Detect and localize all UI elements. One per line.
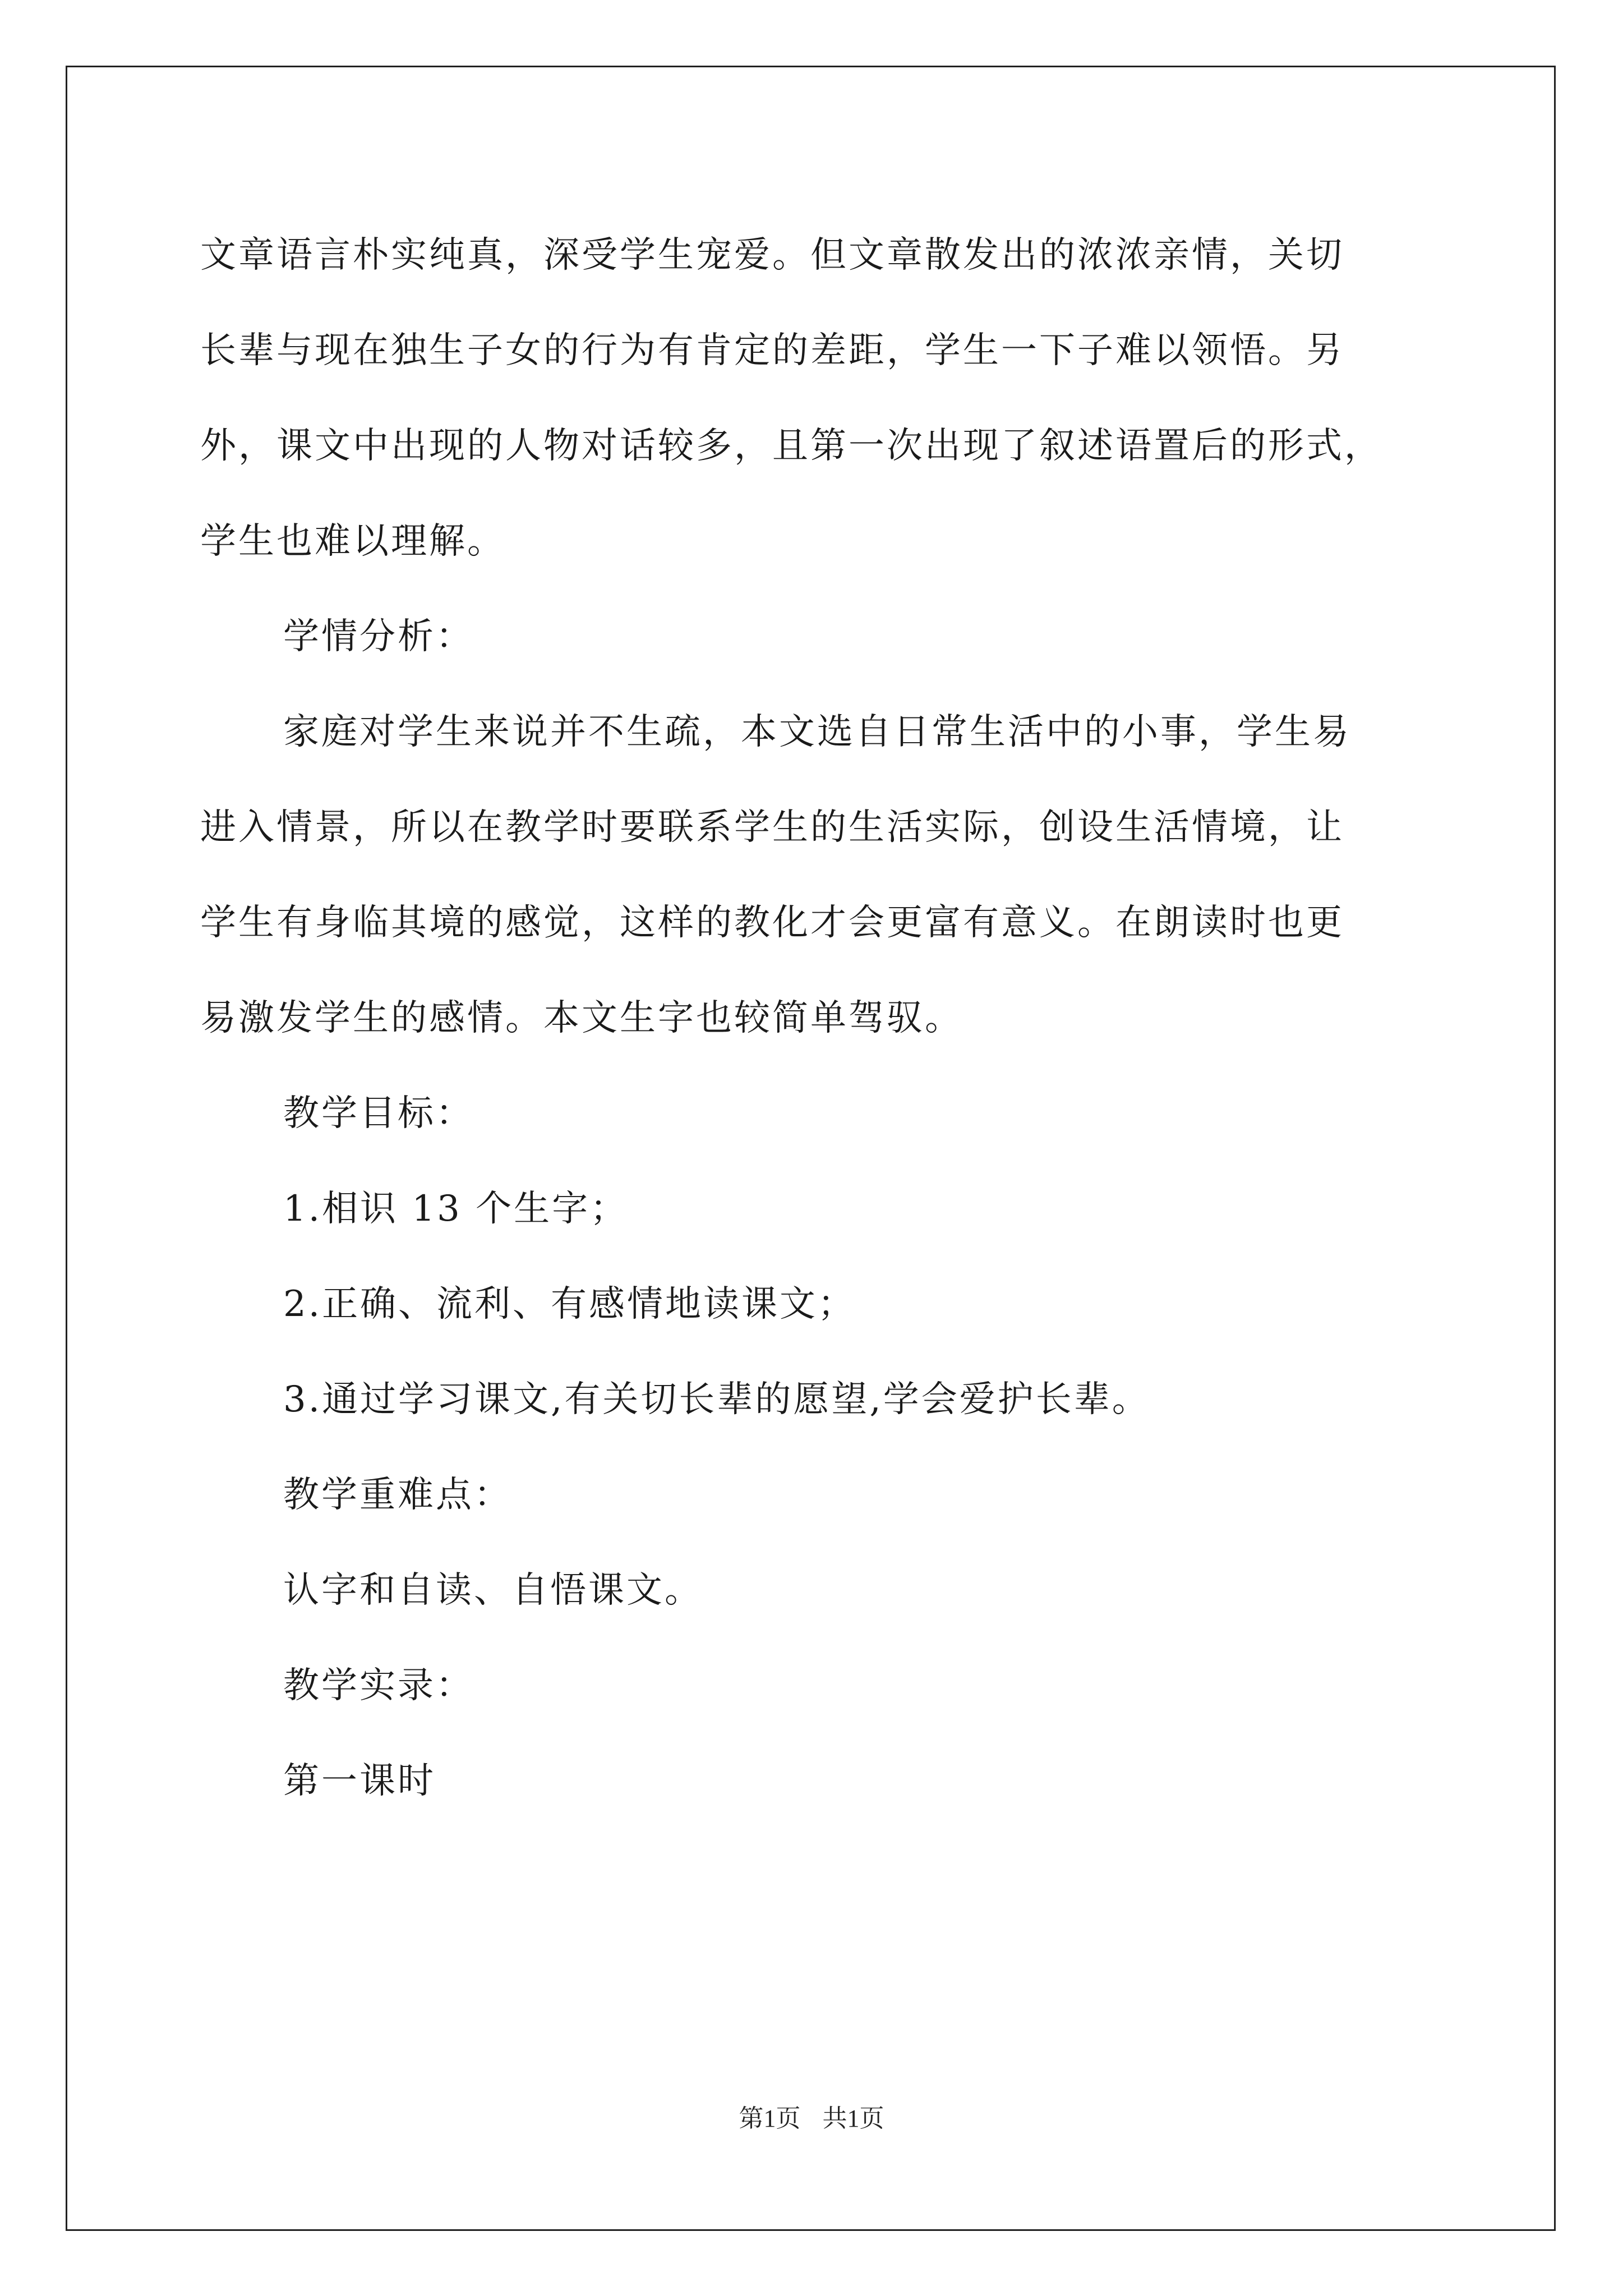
lesson-label: 第一课时 [283, 1760, 436, 1802]
goal-item-3: 3.通过学习课文,有关切长辈的愿望,学会爱护长辈。 [283, 1379, 1150, 1420]
key-points-text: 认字和自读、自悟课文。 [283, 1570, 703, 1611]
analysis-line-3: 学生有身临其境的感觉，这样的教化才会更富有意义。在朗读时也更 [200, 902, 1344, 944]
page-number-total: 共1页 [822, 2105, 884, 2132]
goal-item-1: 1.相识 13 个生字； [283, 1188, 629, 1230]
analysis-line-2: 进入情景，所以在教学时要联系学生的生活实际，创设生活情境，让 [200, 807, 1344, 848]
intro-line-4: 学生也难以理解。 [200, 521, 505, 562]
analysis-line-1: 家庭对学生来说并不生疏，本文选自日常生活中的小事，学生易 [283, 711, 1351, 753]
heading-goals: 教学目标： [283, 1093, 474, 1134]
heading-analysis: 学情分析： [283, 616, 474, 657]
heading-key-points: 教学重难点： [283, 1474, 512, 1516]
heading-record: 教学实录： [283, 1665, 474, 1706]
analysis-line-4: 易激发学生的感情。本文生字也较简单驾驭。 [200, 997, 963, 1039]
intro-line-2: 长辈与现在独生子女的行为有肯定的差距，学生一下子难以领悟。另 [200, 330, 1344, 371]
goal-item-2: 2.正确、流利、有感情地读课文； [283, 1283, 856, 1325]
page-number-current: 第1页 [739, 2105, 801, 2132]
document-body [200, 208, 1468, 1829]
page-footer [0, 2098, 1623, 2134]
intro-line-1: 文章语言朴实纯真，深受学生宠爱。但文章散发出的浓浓亲情，关切 [200, 234, 1344, 276]
intro-line-3: 外，课文中出现的人物对话较多，且第一次出现了叙述语置后的形式， [200, 425, 1382, 467]
